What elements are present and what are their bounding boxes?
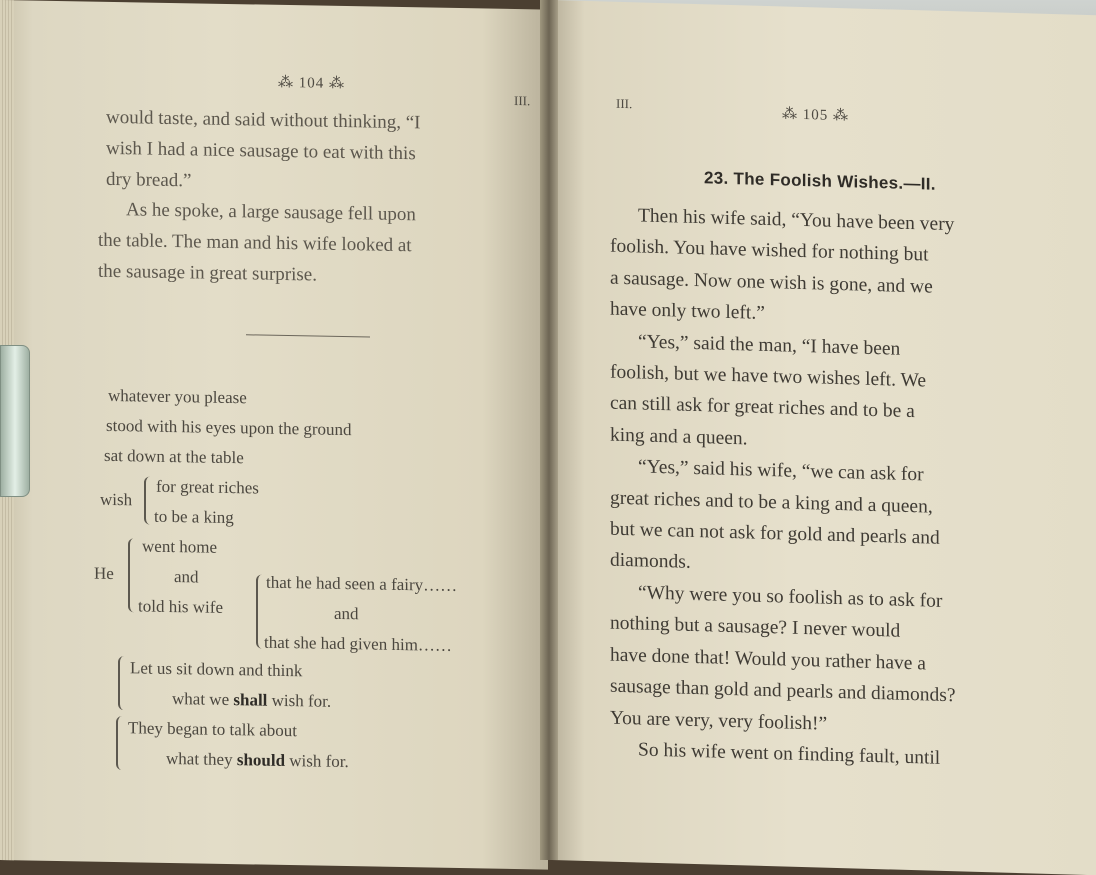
exercise-line: They began to talk about bbox=[128, 718, 298, 741]
text-line: sausage than gold and pearls and diamonds? bbox=[610, 675, 956, 707]
left-paragraph-1 bbox=[106, 102, 421, 200]
text-line: can still ask for great riches and to be a bbox=[610, 393, 915, 423]
exercise-word: wish bbox=[100, 489, 133, 510]
text-line: You are very, very foolish!” bbox=[610, 707, 828, 735]
glass-clip-decoration bbox=[0, 345, 30, 497]
exercise-line: whatever you please bbox=[108, 385, 247, 408]
text-line: have done that! Would you rather have a bbox=[610, 644, 926, 675]
exercise-line: what they should wish for. bbox=[166, 748, 349, 772]
text-line: foolish, but we have two wishes left. We bbox=[610, 361, 926, 392]
text-line: king and a queen. bbox=[610, 424, 748, 450]
text-line: but we can not ask for gold and pearls and bbox=[610, 518, 940, 549]
text-line: “Yes,” said his wife, “we can ask for bbox=[638, 456, 924, 486]
left-chapter-mark: III. bbox=[514, 92, 531, 109]
exercise-option: went home bbox=[142, 536, 218, 557]
right-chapter-mark: III. bbox=[616, 95, 633, 112]
text-line: As he spoke, a large sausage fell upon bbox=[126, 199, 416, 226]
brace bbox=[128, 538, 136, 612]
text-line: have only two left.” bbox=[610, 298, 765, 325]
left-paragraph-2 bbox=[98, 194, 416, 293]
right-page-header bbox=[782, 104, 849, 125]
text-line: So his wife went on finding fault, until bbox=[638, 739, 941, 769]
book-spine bbox=[540, 0, 558, 860]
text-line: nothing but a sausage? I never would bbox=[610, 612, 901, 643]
section-divider bbox=[246, 334, 370, 337]
lesson-title: 23. The Foolish Wishes.—II. bbox=[704, 168, 936, 194]
text-line: dry bread.” bbox=[106, 168, 192, 192]
ornament-left-icon: ⁂ bbox=[782, 106, 803, 124]
text-line: wish I had a nice sausage to eat with this bbox=[106, 137, 416, 165]
exercise-line: Let us sit down and think bbox=[130, 658, 303, 681]
left-page-header bbox=[278, 73, 345, 93]
exercise-option: told his wife bbox=[138, 596, 223, 617]
brace bbox=[256, 574, 264, 648]
brace bbox=[118, 656, 126, 710]
exercise-option: and bbox=[174, 567, 199, 587]
left-page bbox=[0, 0, 548, 870]
right-body-text bbox=[610, 200, 956, 775]
ornament-right-icon: ⁂ bbox=[828, 107, 849, 125]
exercise-word: He bbox=[94, 563, 114, 583]
text-line: foolish. You have wished for nothing but bbox=[610, 236, 929, 266]
text-line: great riches and to be a king and a queen, bbox=[610, 487, 933, 518]
exercise-option: that she had given him…… bbox=[264, 632, 452, 655]
exercise-line: sat down at the table bbox=[104, 445, 244, 468]
text-line: “Yes,” said the man, “I have been bbox=[638, 331, 901, 360]
exercise-option: that he had seen a fairy…… bbox=[266, 572, 458, 595]
exercise-option: and bbox=[334, 603, 359, 624]
text-line: a sausage. Now one wish is gone, and we bbox=[610, 267, 933, 298]
right-page bbox=[552, 0, 1096, 875]
brace bbox=[144, 477, 152, 525]
text-line: would taste, and said without thinking, “I bbox=[106, 106, 421, 134]
right-page-number: 105 bbox=[802, 107, 829, 124]
text-line: the sausage in great surprise. bbox=[98, 260, 317, 286]
exercise-option: for great riches bbox=[156, 476, 259, 498]
ornament-right-icon: ⁂ bbox=[324, 75, 345, 93]
exercise-line: stood with his eyes upon the ground bbox=[106, 415, 352, 440]
brace bbox=[116, 716, 124, 770]
text-line: “Why were you so foolish as to ask for bbox=[638, 582, 943, 612]
text-line: diamonds. bbox=[610, 550, 691, 574]
left-page-number: 104 bbox=[298, 75, 325, 92]
text-line: Then his wife said, “You have been very bbox=[638, 205, 955, 236]
exercise-line: what we shall wish for. bbox=[172, 689, 332, 711]
exercise-option: to be a king bbox=[154, 506, 234, 528]
text-line: the table. The man and his wife looked at bbox=[98, 229, 412, 257]
ornament-left-icon: ⁂ bbox=[278, 74, 299, 92]
